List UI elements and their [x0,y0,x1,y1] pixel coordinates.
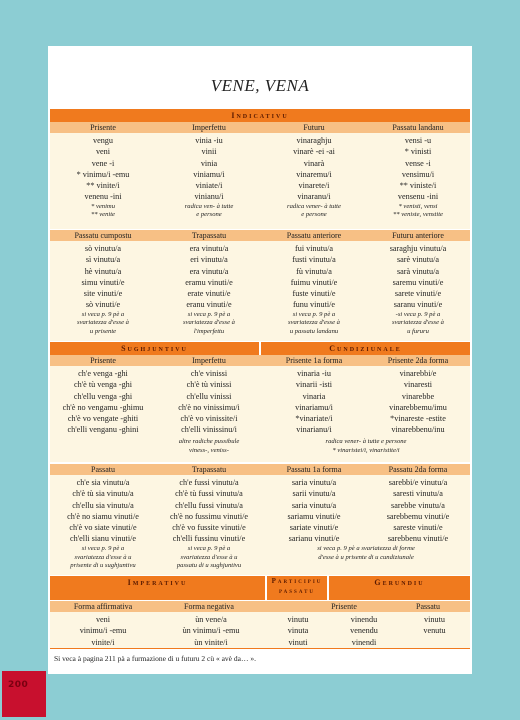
section-header-participiu: Participiu passatu [267,576,327,600]
section-header-gerundiu: Gerundiu [329,576,470,600]
form-cell: veni [95,147,111,157]
indicativu-col [366,135,470,220]
form-cell: vinuta [287,626,309,636]
form-cell: saraghju vinutu/a [389,244,447,253]
form-cell: fui vinutu/a [295,244,333,253]
form-cell: vinarete/i [298,181,330,191]
form-cell: vinite/i [91,637,115,647]
form-cell: vinii [201,147,217,157]
form-cell: vinimu/i -emu [79,626,127,636]
indicativu-col [262,135,366,220]
form-cell: ch'e vinissi [190,369,228,378]
form-cell: funu vinuti/e [292,300,336,310]
form-cell: ch'e sia vinutu/a [76,478,130,487]
form-cell: ch'ellu sia vinutu/a [72,500,134,510]
section-header-sughjuntivu: Sughjuntivu [50,342,259,355]
column-header: Prisente 1a forma [285,356,343,365]
form-cell: ch'è no vinissimu/i [178,402,240,412]
participiu-passatu [267,614,329,648]
column-header: Prisente [331,602,357,611]
form-cell: fuste vinuti/e [292,289,336,299]
form-cell: vinarà [303,158,325,168]
note-cundiziunale: radica vener- à tutte e persone * vinaristei/i, vinaristite/i [325,438,407,454]
indicativu-columns [50,122,470,133]
column-header: Passatu 2da forma [388,465,448,474]
form-cell: erate vinuti/e [187,289,231,299]
form-cell: venenu -ini [84,192,122,202]
form-cell: sariamu vinuti/e [287,511,341,521]
note: si veca p. 9 pè a svariatezza d'esse à u passatu landanu [288,310,340,335]
form-cell: vinarebbi/e [399,369,437,378]
column-header: Trapassatu [191,231,227,240]
form-cell: ùn vinite/i [194,637,228,647]
form-cell: ch'è no fussimu vinuti/e [169,511,249,521]
note: si veca p. 9 pè a svariatezza d'esse à u prisente [77,310,129,335]
compound2-col [50,477,156,545]
form-cell: sò vinutu/a [84,244,122,253]
column-header: Trapassatu [191,465,227,474]
page-number: 200 [8,680,29,690]
column-header: Passatu anteriore [286,231,342,240]
page [48,46,472,674]
form-cell: saria vinutu/a [291,500,337,510]
form-cell: ch'ellu venga -ghi [73,391,133,401]
form-cell: era vinutu/a [189,266,229,276]
note: si veca p. 9 pè a svariatezza di forme d'esse à u prisente di u cundiziunale [317,545,415,561]
indicativu-table [50,133,470,229]
form-cell: vinarianu/i [296,425,332,435]
form-cell: vinutu [287,615,309,624]
form-cell: vinaremu/i [296,169,332,179]
column-header: Prisente [90,123,116,132]
section-header-cundiziunale: Cundiziunale [261,342,470,355]
form-cell: vengu [92,136,113,145]
form-cell: ch'elli sianu vinuti/e [69,534,137,544]
last-columns [50,601,470,612]
subj-cond-col [50,368,156,436]
note: si veca p. 9 pè a svariatezza d'esse à u prisente di u sughjuntivu [70,545,136,570]
form-cell: fuimu vinuti/e [290,277,338,287]
form-cell: ch'è vo vengate -ghiti [67,414,139,424]
compound1-col [366,243,470,337]
subj-cond-col [156,368,262,436]
form-cell: sarianu vinuti/e [288,534,340,544]
form-cell: vinia -iu [195,136,223,145]
form-cell: ch'e fussi vinutu/a [179,478,239,487]
form-cell: ùn vinimu/i -emu [182,626,240,636]
form-cell: veni [95,615,111,624]
form-cell: vensimu/i [401,169,435,179]
compound2-table [50,475,470,575]
form-cell: sì vinutu/a [85,255,121,265]
column-header: Forma negativa [184,602,234,611]
form-cell: sariate vinuti/e [289,523,339,533]
gerundiu-prisente [329,614,399,648]
imperativu-negativa [156,614,266,648]
column-header: Imperfettu [192,123,226,132]
form-cell: ch'è tù vinissi [186,380,232,390]
compound1-col [262,243,366,337]
form-cell: vinaria -iu [297,369,331,378]
form-cell: hè vinutu/a [84,266,122,276]
page-number-box [2,671,46,717]
form-cell: ** vinite/i [86,181,120,191]
form-cell: vinendi [351,637,377,647]
form-cell: eranu vinuti/e [186,300,232,310]
form-cell: saresti vinutu/a [393,489,443,499]
form-cell: * vinisti [404,147,432,157]
gerundiu-passatu [399,614,470,637]
column-header: Futuru [303,123,325,132]
form-cell: vene -i [91,158,115,168]
column-header: Prisente [90,356,116,365]
section-header-indicativu: Indicativu [50,109,470,122]
form-cell: eri vinutu/a [190,255,228,265]
form-cell: ch'è vo vinissite/i [180,414,238,424]
note-imperfettu: altre radiche pussibule viness-, veniss- [178,438,240,454]
form-cell: ch'è no siamu vinuti/e [67,511,139,521]
page-title: VENE, VENA [210,76,310,95]
form-cell: eramu vinuti/e [185,277,233,287]
form-cell: sarebbemu vinuti/e [386,511,450,521]
form-cell: ch'elli venganu -ghini [67,425,139,435]
note: * venimu ** venite [91,202,115,219]
form-cell: ch'è tù fussi vinutu/a [175,489,243,499]
form-cell: vinutu [424,615,445,624]
form-cell: ch'è tù sia vinutu/a [72,489,134,499]
form-cell: ch'è vo siate vinuti/e [69,523,137,533]
note: * venisti, vensi ** veniste, venstite [393,202,443,219]
column-header: Passatu cumpostu [74,231,132,240]
form-cell: vinaria [302,391,326,401]
form-cell: site vinuti/e [83,289,123,299]
form-cell: *vinareste -estite [390,414,446,424]
form-cell: ch'e venga -ghi [78,369,128,378]
form-cell: vinaraghju [296,136,332,145]
form-cell: venendu [350,626,378,636]
form-cell: saremu vinuti/e [392,277,444,287]
subj-cond-columns [50,355,470,366]
form-cell: vinaresti [403,380,433,390]
form-cell: vinarebbemu/imu [389,402,447,412]
footer-note: Si veca à pagina 211 pà a furmazione di u futuru 2 cù « avè da… ». [54,654,256,663]
form-cell: viniamu/i [193,169,225,179]
form-cell: viniate/i [195,181,223,191]
form-cell: venutu [423,626,446,636]
subj-cond-col [262,368,366,436]
form-cell: * vinimu/i -emu [76,169,130,179]
note: si veca p. 9 pè a svariatezza d'esse à l'imperfettu [183,310,235,335]
column-header: Prisente 2da forma [387,356,449,365]
column-header: Forma affirmativa [73,602,133,611]
form-cell: sarebbenu vinuti/e [387,534,449,544]
form-cell: sò vinuti/e [85,300,121,310]
compound1-col [50,243,156,337]
compound1-columns [50,230,470,241]
form-cell: sareste vinuti/e [393,523,443,533]
form-cell: vinarebbe [401,391,435,401]
form-cell: vinarè -ei -ai [293,147,335,157]
column-header: Passatu [91,465,115,474]
form-cell: fusti vinutu/a [292,255,336,265]
section-header-imperativu [50,576,265,600]
note: radica vener- à tutte e persone [287,202,341,219]
form-cell: ch'è vo fussite vinuti/e [172,523,246,533]
form-cell: sarii vinutu/a [292,489,336,499]
form-cell: ùn vene/a [195,615,227,624]
form-cell: sarè vinutu/a [396,255,440,265]
form-cell: vinuti [288,637,308,647]
note: radica ven- à tutte e persone [184,202,234,219]
form-cell: vinaranu/i [297,192,331,202]
indicativu-col [156,135,262,220]
column-header: Passatu 1a forma [286,465,342,474]
form-cell: era vinutu/a [189,244,229,253]
column-header: Futuru anteriore [392,231,444,240]
compound2-col [156,477,262,545]
compound2-col [366,477,470,545]
subj-cond-col [366,368,470,436]
form-cell: sarà vinutu/a [396,266,440,276]
form-cell: sarebbe vinutu/a [391,500,445,510]
form-cell: vinariamu/i [295,402,333,412]
imperativu-affirmativa [50,614,156,648]
form-cell: saranu vinuti/e [393,300,443,310]
compound2-columns [50,464,470,475]
form-cell: ** viniste/i [399,181,437,191]
form-cell: ch'elli fussinu vinuti/e [172,534,246,544]
compound2-col [262,477,366,545]
column-header: Passatu landanu [392,123,444,132]
form-cell: simu vinuti/e [81,277,125,287]
column-header: Passatu [416,602,440,611]
indicativu-col [50,135,156,220]
subj-cond-table [50,366,470,462]
form-cell: ch'elli vinissinu/i [181,425,237,435]
form-cell: saria vinutu/a [291,478,337,487]
column-header: Imperfettu [192,356,226,365]
form-cell: vensi -u [404,136,432,145]
note: -si veca p. 9 pè a svariatezza d'esse à u fururu [392,310,444,335]
form-cell: ch'ellu vinissi [186,391,232,401]
footer-rule [50,648,470,649]
form-cell: sarete vinuti/e [394,289,442,299]
form-cell: sarebbi/e vinutu/a [388,478,448,487]
form-cell: vinarii -isti [295,380,333,390]
imperativu-label: Imperativu [127,578,188,587]
last-table [50,612,470,648]
note: si veca p. 9 pè a svariatezza d'esse à u passatu di u sughjuntivu [176,545,242,570]
compound1-table [50,241,470,341]
form-cell: vinianu/i [194,192,224,202]
form-cell: vinarebbenu/inu [391,425,445,435]
form-cell: fù vinutu/a [296,266,332,276]
form-cell: vense -i [405,158,431,168]
form-cell: ch'ellu fussi vinutu/a [175,500,243,510]
form-cell: ch'è tù venga -ghi [73,380,133,390]
form-cell: vensenu -ini [397,192,439,202]
form-cell: *vinariate/i [295,414,333,424]
form-cell: vinendu [350,615,378,624]
form-cell: ch'è no vengamu -ghimu [62,402,144,412]
form-cell: vinia [200,158,218,168]
compound1-col [156,243,262,337]
